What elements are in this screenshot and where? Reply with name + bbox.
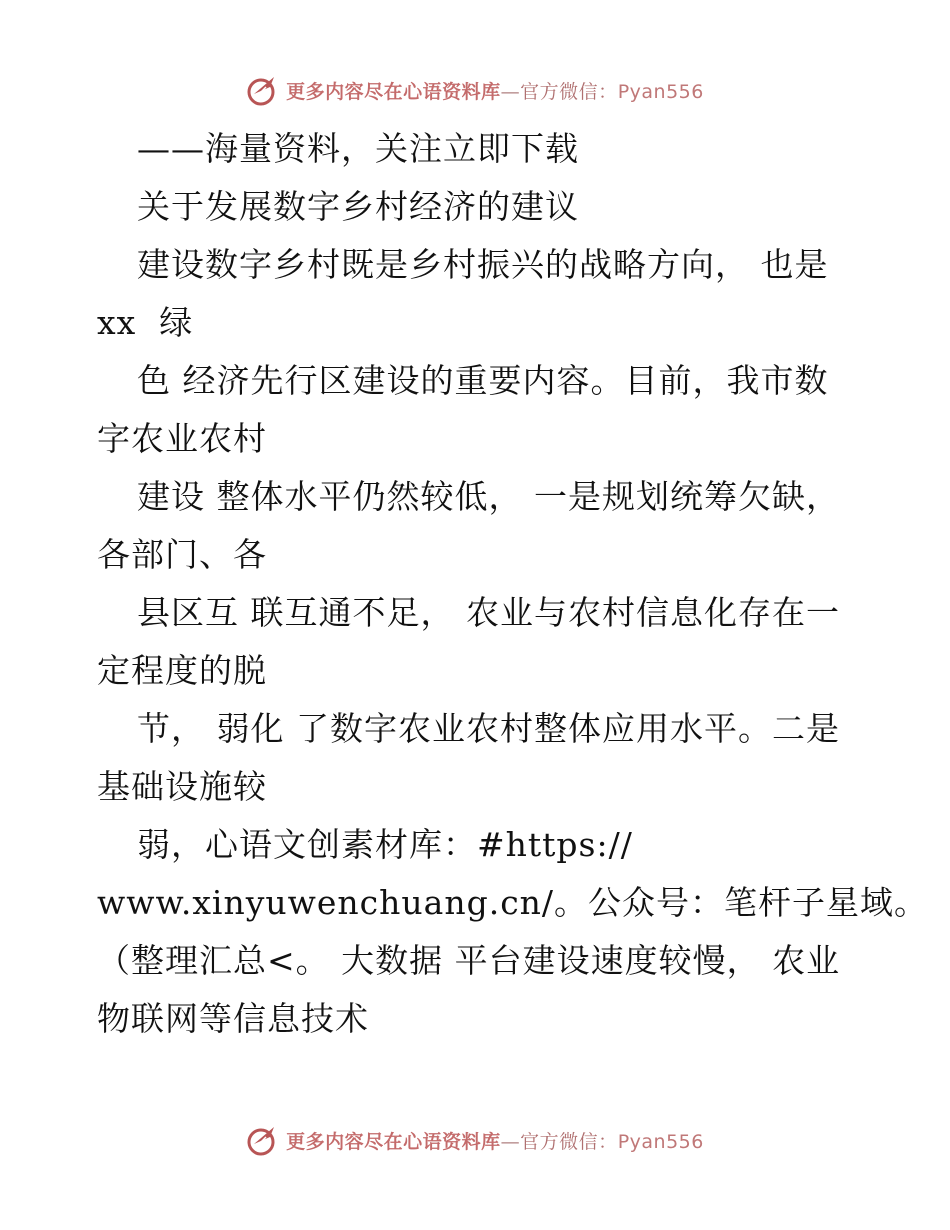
banner-wechat-label: 官方微信： [520, 1130, 618, 1153]
text-line: xx 绿 [97, 303, 194, 342]
banner-wechat-id: Pyan556 [617, 80, 704, 103]
text-line: 基础设施较 [97, 767, 267, 806]
text-line: 节， 弱化 了数字农业农村整体应用水平。二是 [137, 709, 840, 748]
text-line: 建设数字乡村既是乡村振兴的战略方向， 也是 [137, 245, 829, 284]
banner-site-name: 更多内容尽在心语资料库 [286, 80, 501, 103]
header-banner-content [246, 73, 704, 107]
quill-logo-icon [246, 73, 280, 107]
banner-text [286, 77, 704, 104]
header-banner [0, 70, 950, 110]
quill-logo-icon [246, 1123, 280, 1157]
text-line: 物联网等信息技术 [97, 999, 369, 1038]
text-line: 色 经济先行区建设的重要内容。目前，我市数 [137, 361, 829, 400]
text-line: 县区互 联互通不足， 农业与农村信息化存在一 [137, 593, 840, 632]
text-line: 弱，心语文创素材库：#https:// [137, 825, 633, 864]
text-line: 定程度的脱 [97, 651, 267, 690]
text-line: 字农业农村 [97, 419, 267, 458]
banner-wechat-label: 官方微信： [520, 80, 618, 103]
banner-site-name: 更多内容尽在心语资料库 [286, 1130, 501, 1153]
text-line: 各部门、各 [97, 535, 267, 574]
banner-separator: — [500, 80, 521, 103]
banner-separator: — [500, 1130, 521, 1153]
document-body [97, 120, 929, 1048]
banner-wechat-id: Pyan556 [617, 1130, 704, 1153]
footer-banner [0, 1120, 950, 1160]
text-line: 建设 整体水平仍然较低， 一是规划统筹欠缺， [137, 477, 840, 516]
text-line: ——海量资料，关注立即下载 [137, 129, 579, 168]
text-line: 关于发展数字乡村经济的建议 [137, 187, 579, 226]
text-line: （整理汇总<。 大数据 平台建设速度较慢， 农业 [97, 941, 841, 980]
text-line: www.xinyuwenchuang.cn/。公众号：笔杆子星域。 [97, 883, 929, 922]
footer-banner-content [246, 1123, 704, 1157]
banner-text [286, 1127, 704, 1154]
